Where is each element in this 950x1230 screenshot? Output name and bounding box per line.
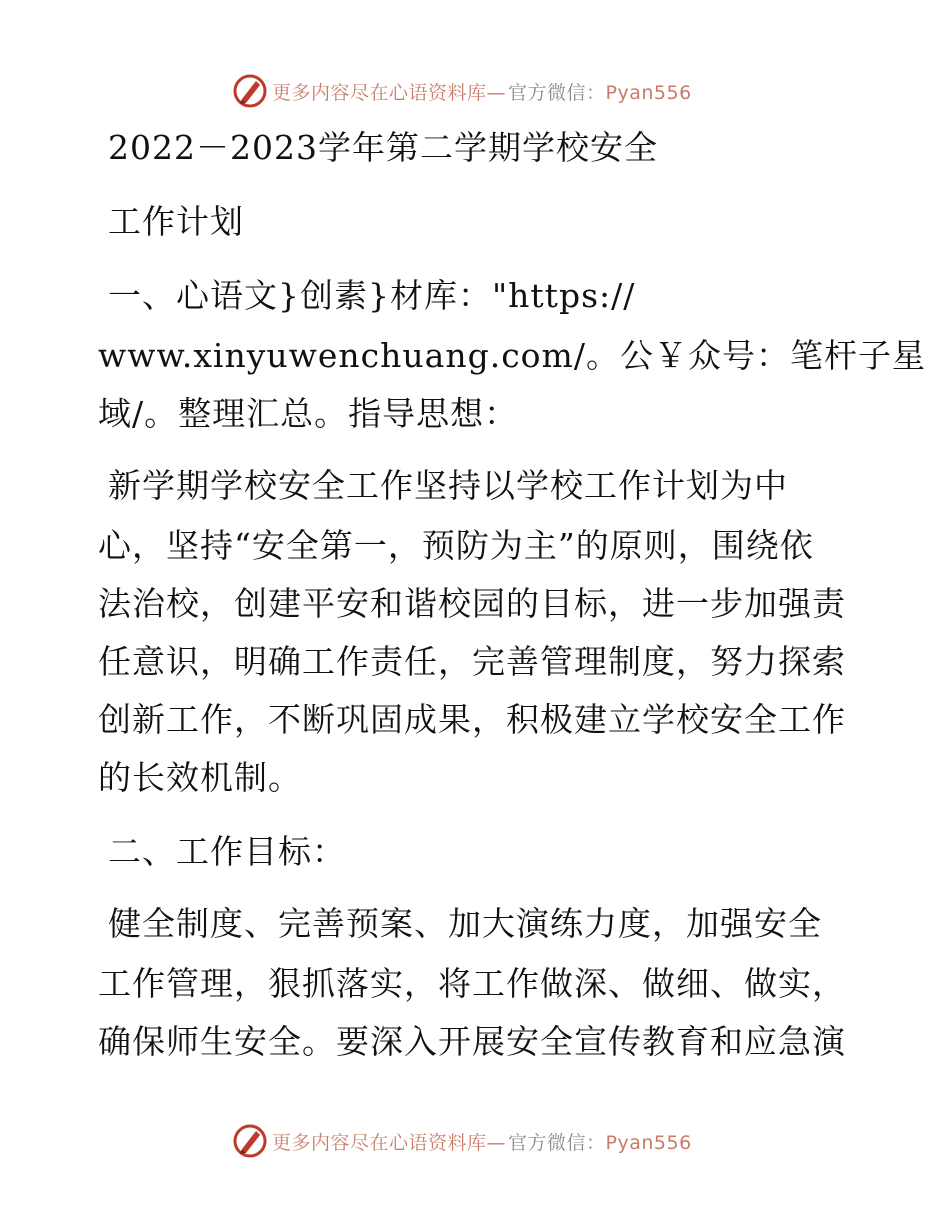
watermark-text xyxy=(272,1128,692,1155)
watermark-dash: — xyxy=(486,81,507,104)
footer-watermark xyxy=(232,1122,692,1160)
watermark-wechat-id: Pyan556 xyxy=(605,1131,692,1154)
paragraph-line: 工作管理，狠抓落实，将工作做深、做细、做实， xyxy=(98,964,846,1003)
section-heading-2: 二、工作目标： xyxy=(108,832,346,871)
watermark-slogan: 更多内容尽在心语资料库 xyxy=(272,81,487,104)
paragraph-line: 确保师生安全。要深入开展安全宣传教育和应急演 xyxy=(98,1022,846,1061)
doc-title-line-2: 工作计划 xyxy=(108,202,244,241)
watermark-slogan: 更多内容尽在心语资料库 xyxy=(272,1131,487,1154)
paragraph-line: 心，坚持“安全第一，预防为主”的原则，围绕依 xyxy=(98,526,814,565)
header-watermark xyxy=(232,72,692,110)
watermark-wechat-label: 官方微信： xyxy=(508,81,606,104)
body-line: 域/。整理汇总。指导思想： xyxy=(98,394,519,433)
pen-logo-icon xyxy=(232,73,268,109)
watermark-text xyxy=(272,78,692,105)
watermark-wechat-id: Pyan556 xyxy=(605,81,692,104)
paragraph-line: 法治校，创建平安和谐校园的目标，进一步加强责 xyxy=(98,584,846,623)
watermark-wechat-label: 官方微信： xyxy=(508,1131,606,1154)
paragraph-line: 创新工作，不断巩固成果，积极建立学校安全工作 xyxy=(98,700,846,739)
watermark-dash: — xyxy=(486,1131,507,1154)
paragraph-line: 的长效机制。 xyxy=(98,758,302,797)
body-line: www.xinyuwenchuang.com/。公￥众号：笔杆子星 xyxy=(98,336,926,375)
paragraph-line: 任意识，明确工作责任，完善管理制度，努力探索 xyxy=(98,642,846,681)
paragraph-line: 健全制度、完善预案、加大演练力度，加强安全 xyxy=(108,904,822,943)
section-heading-1: 一、心语文}创素}材库："https:// xyxy=(108,276,636,315)
doc-title-line-1: 2022－2023学年第二学期学校安全 xyxy=(108,128,658,167)
paragraph-line: 新学期学校安全工作坚持以学校工作计划为中 xyxy=(108,466,788,505)
pen-logo-icon xyxy=(232,1123,268,1159)
